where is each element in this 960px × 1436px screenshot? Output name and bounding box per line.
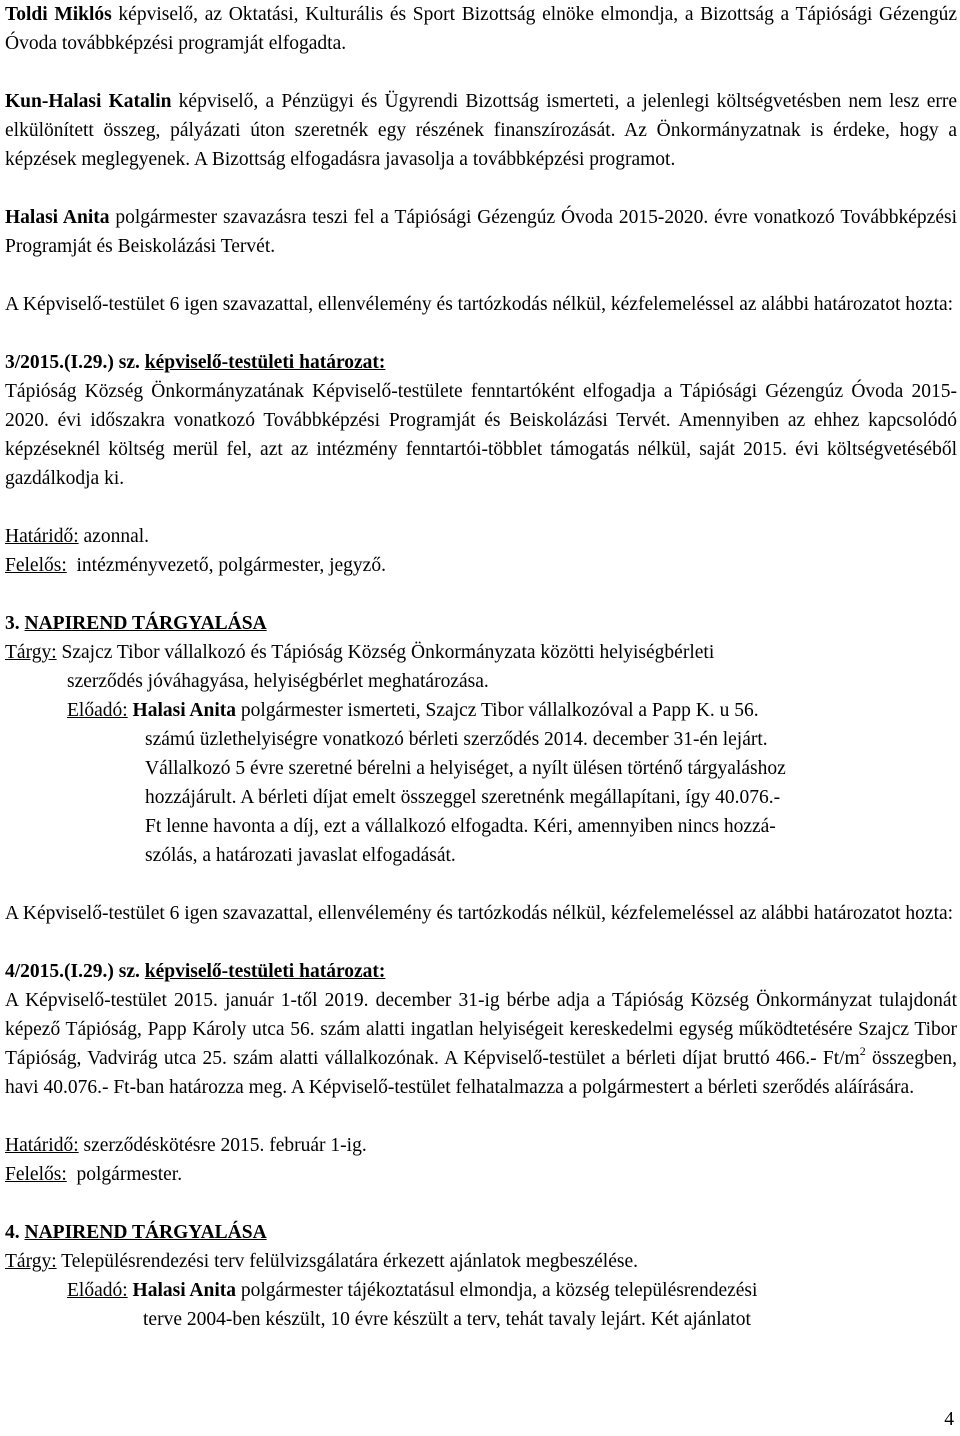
- paragraph-text: képviselő, a Pénzügyi és Ügyrendi Bizottság ismerteti, a jelenlegi költségvetésben nem lesz erre elkülönített összeg, pályázati úton szeretnék egy részének finanszírozását. Az Önkormányzatnak is érdeke, hogy a képzések meglegyenek. A Bizottság elfogadásra javasolja a továbbképzési programot.: [5, 91, 957, 170]
- responsible-label: Felelős:: [5, 555, 67, 576]
- agenda-title: NAPIREND TÁRGYALÁSA: [24, 1222, 267, 1243]
- document-page: [5, 0, 957, 1334]
- responsible-label: Felelős:: [5, 1164, 67, 1185]
- resolution-2-title: [5, 957, 957, 986]
- presenter-name: Halasi Anita: [132, 1280, 237, 1301]
- paragraph-kun-halasi: [5, 87, 957, 174]
- speaker-name: Halasi Anita: [5, 207, 110, 228]
- resolution-number: 4/2015.(I.29.) sz.: [5, 961, 140, 982]
- resolution-label: képviselő-testületi határozat:: [144, 961, 386, 982]
- responsible-value: polgármester.: [66, 1164, 183, 1185]
- subject-text: Településrendezési terv felülvizsgálatára érkezett ajánlatok megbeszélése.: [56, 1251, 638, 1272]
- subject-text: Szajcz Tibor vállalkozó és Tápióság Község Önkormányzata közötti helyiségbérleti: [56, 642, 715, 663]
- presenter-line: szólás, a határozati javaslat elfogadását.: [145, 845, 456, 866]
- agenda-3-heading: [5, 609, 957, 638]
- presenter-text: polgármester tájékoztatásul elmondja, a község településrendezési: [236, 1280, 758, 1301]
- presenter-line: Ft lenne havonta a díj, ezt a vállalkozó elfogadta. Kéri, amennyiben nincs hozzá-: [145, 816, 776, 837]
- speaker-name: Toldi Miklós: [5, 4, 112, 25]
- resolution-number: 3/2015.(I.29.) sz.: [5, 352, 140, 373]
- presenter-line: Vállalkozó 5 évre szeretné bérelni a helyiséget, a nyílt ülésen történő tárgyaláshoz: [145, 758, 786, 779]
- agenda-3-presenter: [5, 696, 957, 725]
- presenter-label: Előadó:: [67, 1280, 128, 1301]
- agenda-number: 3.: [5, 613, 20, 634]
- paragraph-text: képviselő, az Oktatási, Kulturális és Sport Bizottság elnöke elmondja, a Bizottság a Tápiósági Gézengúz Óvoda továbbképzési programját elfogadta.: [5, 4, 957, 54]
- presenter-line: számú üzlethelyiségre vonatkozó bérleti szerződés 2014. december 31-én lejárt.: [145, 729, 768, 750]
- presenter-label: Előadó:: [67, 700, 128, 721]
- agenda-title: NAPIREND TÁRGYALÁSA: [24, 613, 267, 634]
- resolution-1-deadline: [5, 522, 957, 551]
- resolution-text-a: A Képviselő-testület 2015. január 1-től 2019. december 31-ig bérbe adja a Tápióság Község Önkormányzat tulajdonát képező Tápióság, Papp Károly utca 56. szám alatti ingatlan helyiségeit kereskedelmi egység működtetésére Szajcz Tibor Tápióság, Vadvirág utca 25. szám alatti vállalkozónak. A Képviselő-testület a bérleti díjat bruttó 466.- Ft/m: [5, 990, 957, 1069]
- agenda-3-subject: [5, 638, 957, 667]
- deadline-value: azonnal.: [78, 526, 150, 547]
- resolution-text-b: összegben, havi 40.076.- Ft-ban határozza meg. A Képviselő-testület felhatalmazza a polgármestert a bérleti szerődés aláírására.: [5, 1048, 957, 1098]
- paragraph-text: polgármester szavazásra teszi fel a Tápiósági Gézengúz Óvoda 2015-2020. évre vonatkozó Továbbképzési Programját és Beiskolázási Tervét.: [5, 207, 957, 257]
- agenda-4-subject: [5, 1247, 957, 1276]
- presenter-line: hozzájárult. A bérleti díjat emelt összeggel szeretnénk megállapítani, így 40.076.-: [145, 787, 781, 808]
- vote-statement-2: A Képviselő-testület 6 igen szavazattal, ellenvélemény és tartózkodás nélkül, kézfelemeléssel az alábbi határozatot hozta:: [5, 903, 954, 924]
- resolution-2-text: [5, 986, 957, 1102]
- agenda-3-subject-cont: szerződés jóváhagyása, helyiségbérlet meghatározása.: [67, 671, 489, 692]
- speaker-name: Kun-Halasi Katalin: [5, 91, 172, 112]
- resolution-label: képviselő-testületi határozat:: [144, 352, 386, 373]
- agenda-4-presenter: [5, 1276, 957, 1305]
- resolution-2-deadline: [5, 1131, 957, 1160]
- resolution-2-responsible: [5, 1160, 957, 1189]
- presenter-name: Halasi Anita: [132, 700, 237, 721]
- subject-label: Tárgy:: [5, 1251, 57, 1272]
- paragraph-toldi: [5, 0, 957, 58]
- presenter-text: polgármester ismerteti, Szajcz Tibor vállalkozóval a Papp K. u 56.: [236, 700, 759, 721]
- agenda-4-heading: [5, 1218, 957, 1247]
- deadline-label: Határidő:: [5, 526, 79, 547]
- resolution-1-text: Tápióság Község Önkormányzatának Képviselő-testülete fenntartóként elfogadja a Tápiósági Gézengúz Óvoda 2015-2020. évi időszakra vonatkozó Továbbképzési Programját és Beiskolázási Tervét. Amennyiben az ehhez kapcsolódó képzéseknél költség merül fel, azt az intézmény fenntartói-többlet támogatás nélkül, saját 2015. évi költségvetéséből gazdálkodja ki.: [5, 381, 957, 489]
- responsible-value: intézményvezető, polgármester, jegyző.: [66, 555, 386, 576]
- deadline-value: szerződéskötésre 2015. február 1-ig.: [78, 1135, 367, 1156]
- paragraph-halasi: [5, 203, 957, 261]
- agenda-number: 4.: [5, 1222, 20, 1243]
- page-number: 4: [944, 1409, 954, 1430]
- superscript: 2: [859, 1044, 866, 1058]
- vote-statement-1: A Képviselő-testület 6 igen szavazattal, ellenvélemény és tartózkodás nélkül, kézfelemeléssel az alábbi határozatot hozta:: [5, 294, 954, 315]
- deadline-label: Határidő:: [5, 1135, 79, 1156]
- subject-label: Tárgy:: [5, 642, 57, 663]
- resolution-1-responsible: [5, 551, 957, 580]
- presenter-line: terve 2004-ben készült, 10 évre készült a terv, tehát tavaly lejárt. Két ajánlatot: [143, 1309, 751, 1330]
- resolution-1-title: [5, 348, 957, 377]
